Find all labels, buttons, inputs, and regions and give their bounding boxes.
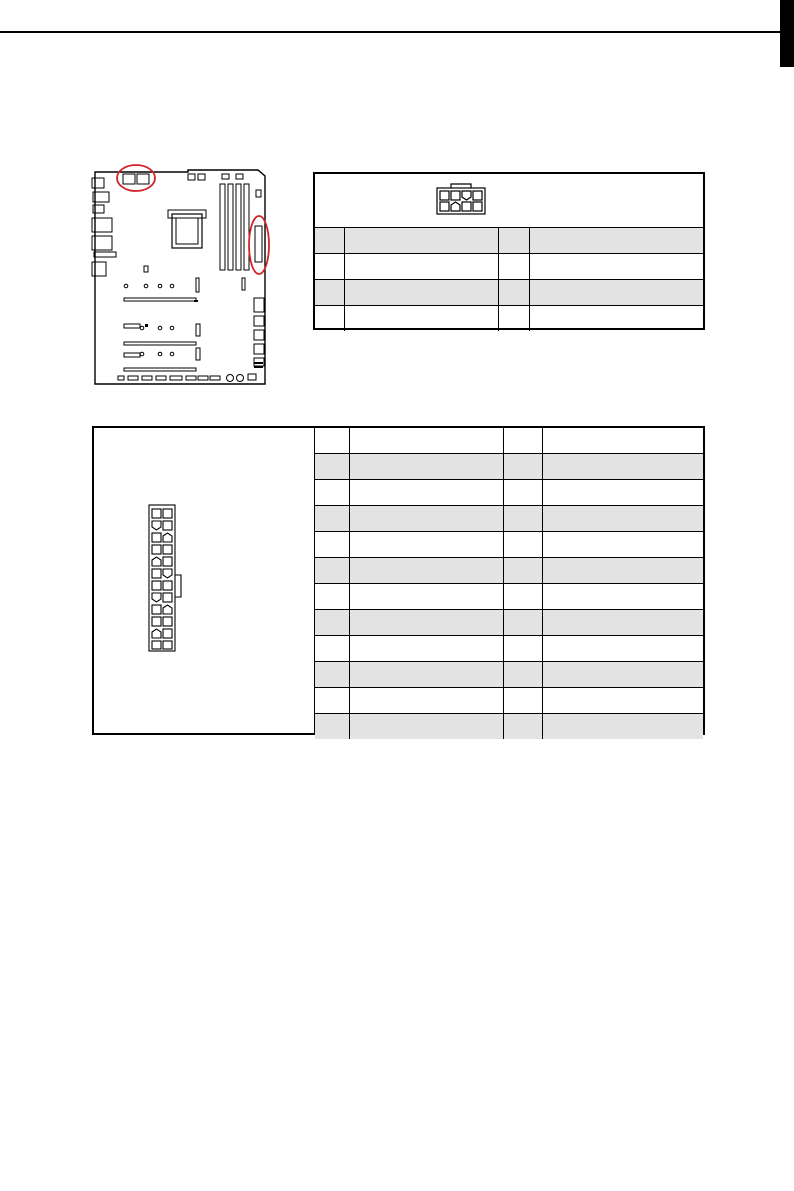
table-cell — [503, 558, 542, 584]
table-cell — [315, 688, 349, 714]
table-cell — [503, 714, 542, 740]
table-cell — [503, 480, 542, 506]
table-cell — [349, 662, 503, 688]
table-row — [315, 454, 703, 480]
table-cell — [315, 454, 349, 480]
table-cell — [542, 714, 703, 740]
table-row — [315, 428, 703, 454]
table-cell — [315, 428, 349, 454]
table-cell — [349, 584, 503, 610]
table-cell — [542, 610, 703, 636]
table-row — [315, 610, 703, 636]
table-cell — [503, 662, 542, 688]
table-cell — [503, 584, 542, 610]
table-cell — [315, 480, 349, 506]
table-cell — [315, 254, 344, 280]
24-pin-connector-icon — [147, 503, 187, 655]
table-cell — [529, 254, 703, 280]
table-cell — [315, 532, 349, 558]
table-row — [315, 636, 703, 662]
table-row — [315, 506, 703, 532]
table-cell — [315, 636, 349, 662]
table-cell — [349, 636, 503, 662]
table-cell — [529, 228, 703, 254]
table-cell — [542, 558, 703, 584]
atx-power-pinout-box — [92, 426, 705, 735]
table-row — [315, 662, 703, 688]
table-cell — [315, 662, 349, 688]
table-cell — [503, 428, 542, 454]
table-cell — [349, 688, 503, 714]
table-cell — [349, 480, 503, 506]
header-rule — [0, 31, 780, 33]
table-cell — [529, 306, 703, 332]
table-cell — [503, 688, 542, 714]
table-cell — [344, 306, 498, 332]
table-row — [315, 558, 703, 584]
table-row — [315, 254, 703, 280]
table-cell — [349, 610, 503, 636]
cpu-power-pin-table — [315, 227, 703, 331]
table-cell — [503, 454, 542, 480]
table-cell — [344, 228, 498, 254]
table-cell — [503, 636, 542, 662]
table-cell — [529, 280, 703, 306]
table-cell — [498, 280, 529, 306]
table-row — [315, 714, 703, 740]
cpu-power-pinout-box — [313, 172, 705, 330]
table-cell — [542, 688, 703, 714]
table-cell — [498, 306, 529, 332]
atx-power-pin-table — [315, 428, 703, 739]
table-row — [315, 228, 703, 254]
table-cell — [503, 610, 542, 636]
table-cell — [315, 506, 349, 532]
table-cell — [542, 506, 703, 532]
table-row — [315, 280, 703, 306]
page-edge-tab — [780, 0, 794, 67]
table-cell — [349, 532, 503, 558]
table-cell — [315, 610, 349, 636]
table-cell — [349, 454, 503, 480]
motherboard-layout-icon — [90, 158, 272, 390]
table-cell — [315, 228, 344, 254]
table-cell — [344, 254, 498, 280]
atx-connector-illustration — [94, 428, 315, 733]
table-cell — [503, 506, 542, 532]
table-cell — [315, 584, 349, 610]
table-cell — [349, 714, 503, 740]
table-cell — [315, 306, 344, 332]
table-cell — [542, 636, 703, 662]
table-cell — [349, 506, 503, 532]
table-cell — [542, 480, 703, 506]
8-pin-connector-icon — [435, 182, 487, 216]
table-cell — [503, 532, 542, 558]
table-cell — [315, 280, 344, 306]
table-cell — [344, 280, 498, 306]
table-cell — [542, 662, 703, 688]
table-row — [315, 532, 703, 558]
table-cell — [542, 584, 703, 610]
table-cell — [498, 228, 529, 254]
table-row — [315, 480, 703, 506]
table-cell — [542, 532, 703, 558]
table-row — [315, 688, 703, 714]
table-row — [315, 306, 703, 332]
table-cell — [542, 428, 703, 454]
table-cell — [349, 428, 503, 454]
table-cell — [349, 558, 503, 584]
table-row — [315, 584, 703, 610]
table-cell — [542, 454, 703, 480]
table-cell — [315, 558, 349, 584]
table-cell — [315, 714, 349, 740]
table-cell — [498, 254, 529, 280]
